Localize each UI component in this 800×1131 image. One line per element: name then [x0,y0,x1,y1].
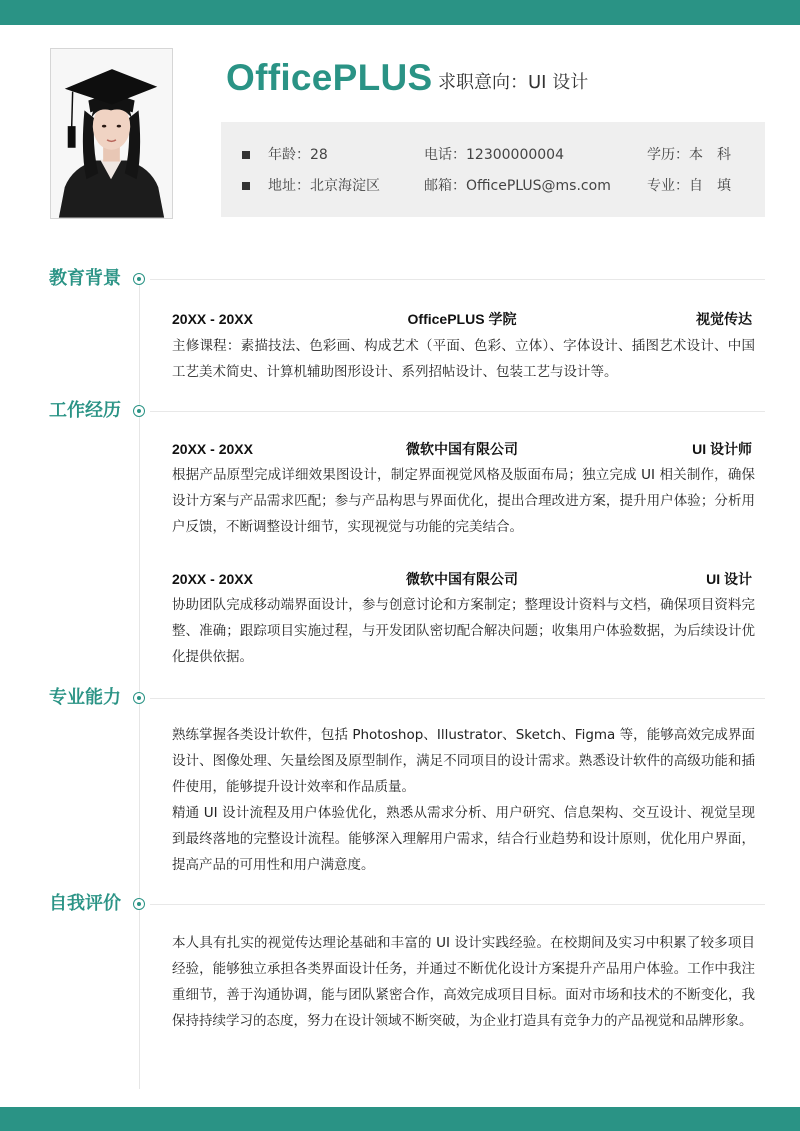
education-entry-header [172,309,752,329]
major-field: 专业：自 填 [647,178,731,194]
section-divider [150,698,765,699]
education-description: 主修课程：素描技法、色彩画、构成艺术（平面、色彩、立体）、字体设计、插图艺术设计、中国工艺美术简史、计算机辅助图形设计、系列招帖设计、包装工艺与设计等。 [172,338,755,380]
education-field: 学历：本 科 [647,147,731,163]
timeline-line [139,279,140,1089]
section-title-skills: 专业能力 [49,687,121,708]
section-divider [150,411,765,412]
section-title-education: 教育背景 [49,268,121,289]
section-dot-icon [133,273,145,285]
section-dot-icon [133,898,145,910]
phone-field: 电话：12300000004 [424,147,564,163]
entry-role: 视觉传达 [696,311,752,327]
section-divider [150,904,765,905]
self-evaluation-text: 本人具有扎实的视觉传达理论基础和丰富的 UI 设计实践经验。在校期间及实习中积累了较多项目经验，能够独立承担各类界面设计任务，并通过不断优化设计方案提升产品用户体验。工作中我注重细节，善于沟通协调，能与团队紧密合作，高效完成项目目标。面对市场和技术的不断变化，我保持持续学习的态度，努力在设计领域不断突破，为企业打造具有竞争力的产品视觉和品牌形象。 [172,935,755,1029]
applicant-name: OfficePLUS [226,57,433,98]
entry-organization: OfficePLUS 学院 [407,311,517,327]
work-description: 根据产品原型完成详细效果图设计，制定界面视觉风格及版面布局；独立完成 UI 相关制作，确保设计方案与产品需求匹配；参与产品构思与界面优化，提出合理改进方案，提升用户体验；分析用户反馈，不断调整设计细节，实现视觉与功能的完美结合。 [172,467,755,535]
personal-info-box [221,122,765,217]
section-dot-icon [133,692,145,704]
entry-role: UI 设计 [706,571,752,587]
top-accent-bar [0,0,800,25]
bullet-icon [242,151,250,159]
work-entry-header [172,569,752,589]
profile-photo [50,48,173,219]
section-title-self-evaluation: 自我评价 [49,893,121,914]
entry-organization: 微软中国有限公司 [406,571,518,587]
entry-role: UI 设计师 [692,441,752,457]
entry-date: 20XX - 20XX [172,441,253,457]
address-field: 地址：北京海淀区 [268,178,380,194]
skills-paragraph: 熟练掌握各类设计软件，包括 Photoshop、Illustrator、Sketch、Figma 等，能够高效完成界面设计、图像处理、矢量绘图及原型制作，满足不同项目的设计需求。熟悉设计软件的高级功能和插件使用，能够提升设计效率和作品质量。 [172,727,755,795]
work-description: 协助团队完成移动端界面设计，参与创意讨论和方案制定；整理设计资料与文档，确保项目资料完整、准确；跟踪项目实施过程，与开发团队密切配合解决问题；收集用户体验数据，为后续设计优化提供依据。 [172,597,755,665]
email-field: 邮箱：OfficePLUS@ms.com [424,178,611,194]
entry-date: 20XX - 20XX [172,311,253,327]
section-divider [150,279,765,280]
age-field: 年龄：28 [268,147,328,163]
bottom-accent-bar [0,1107,800,1131]
skills-paragraph: 精通 UI 设计流程及用户体验优化，熟悉从需求分析、用户研究、信息架构、交互设计、视觉呈现到最终落地的完整设计流程。能够深入理解用户需求，结合行业趋势和设计原则，优化用户界面，提高产品的可用性和用户满意度。 [172,805,755,873]
work-entry-header [172,439,752,459]
entry-date: 20XX - 20XX [172,571,253,587]
bullet-icon [242,182,250,190]
job-intent: 求职意向：UI 设计 [438,72,589,93]
section-title-work: 工作经历 [49,400,121,421]
entry-organization: 微软中国有限公司 [406,441,518,457]
section-dot-icon [133,405,145,417]
